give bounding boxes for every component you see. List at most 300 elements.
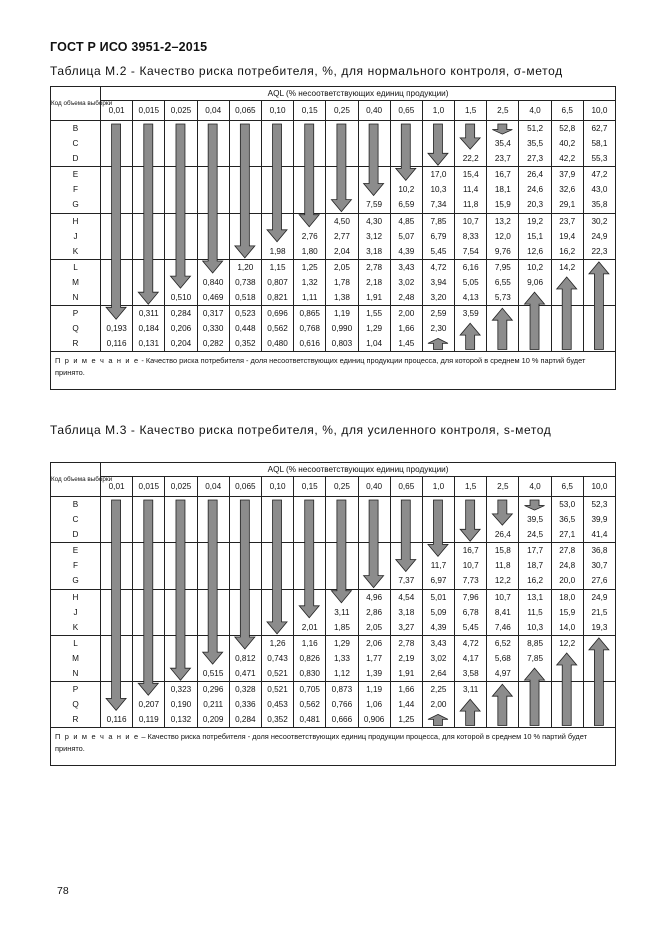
table-cell — [584, 260, 615, 275]
table-cell — [165, 121, 196, 136]
aql-value: 6,5 — [551, 101, 583, 121]
table-cell: 24,9 — [591, 231, 608, 241]
table-cell — [391, 558, 422, 573]
sample-code: C — [72, 515, 79, 525]
table-cell — [359, 573, 390, 588]
table-cell — [262, 136, 293, 151]
aql-value: 10,0 — [583, 477, 615, 497]
sample-code: E — [72, 546, 79, 556]
aql-value: 4,0 — [519, 101, 551, 121]
table-cell: 5,68 — [494, 653, 511, 663]
sample-code: M — [72, 277, 79, 287]
table-cell — [359, 136, 390, 151]
table-cell: 5,05 — [462, 277, 479, 287]
table-cell — [198, 229, 229, 244]
table-cell — [294, 151, 325, 166]
aql-value: 0,025 — [165, 477, 197, 497]
table-cell — [487, 682, 518, 697]
aql-value: 0,025 — [165, 101, 197, 121]
table-cell: 7,34 — [430, 200, 447, 210]
sample-code: K — [72, 622, 79, 632]
table-cell: 3,59 — [462, 309, 479, 319]
table-cell: 0,515 — [202, 669, 224, 679]
table-cell — [165, 244, 196, 259]
table-cell: 10,2 — [398, 185, 415, 195]
table-cell: 40,2 — [559, 139, 576, 149]
table-cell — [165, 558, 196, 573]
sample-code: N — [72, 669, 79, 679]
table-cell: 10,7 — [462, 561, 479, 571]
table-cell: 52,3 — [591, 500, 608, 509]
table-cell — [552, 712, 583, 727]
table-cell — [359, 497, 390, 512]
sample-code: P — [72, 685, 79, 695]
table-cell: 15,4 — [462, 170, 479, 180]
table-cell — [326, 512, 357, 527]
table-cell — [455, 527, 486, 542]
sample-code: M — [72, 653, 79, 663]
table-cell: 2,00 — [430, 700, 447, 710]
table-cell — [584, 697, 615, 712]
table-cell — [359, 512, 390, 527]
table-cell: 41,4 — [591, 530, 608, 540]
table-cell — [294, 590, 325, 605]
aql-value: 0,01 — [101, 477, 133, 497]
table-cell — [326, 151, 357, 166]
table-cell — [455, 712, 486, 727]
table-cell — [230, 167, 261, 182]
table-cell: 0,132 — [170, 715, 192, 725]
table-cell: 18,7 — [527, 561, 543, 571]
aql-value: 2,5 — [487, 477, 519, 497]
table-cell — [165, 275, 196, 290]
table-cell: 24,5 — [527, 530, 543, 540]
sample-code: K — [72, 246, 79, 256]
table-cell: 1,25 — [301, 262, 318, 272]
table-cell: 3,11 — [334, 607, 350, 617]
table-cell: 1,15 — [269, 262, 286, 272]
table-cell — [294, 182, 325, 197]
table-cell — [262, 605, 293, 620]
table-cell — [101, 136, 132, 151]
table-cell — [101, 497, 132, 512]
aql-value: 0,065 — [229, 477, 261, 497]
table-cell: 15,1 — [527, 231, 543, 241]
table-cell: 0,453 — [267, 700, 288, 710]
table-cell — [230, 214, 261, 229]
table-cell — [198, 497, 229, 512]
table-cell: 3,18 — [366, 246, 383, 256]
table-cell: 14,0 — [559, 622, 576, 632]
table-cell — [262, 543, 293, 558]
sample-code: F — [72, 185, 78, 195]
table-cell: 36,8 — [591, 546, 608, 556]
table-cell: 1,29 — [333, 638, 350, 648]
table-cell: 4,17 — [462, 653, 479, 663]
table-cell: 3,12 — [366, 231, 383, 241]
table-cell: 7,59 — [366, 200, 383, 210]
table-cell: 4,72 — [430, 262, 447, 272]
table-cell: 0,840 — [202, 277, 224, 287]
table-cell — [487, 321, 518, 336]
table-cell: 23,7 — [494, 154, 511, 164]
table-cell — [133, 620, 164, 635]
table-cell — [133, 527, 164, 542]
table-cell: 0,193 — [106, 324, 127, 334]
table-cell: 22,2 — [462, 154, 479, 164]
table-cell: 2,01 — [301, 622, 318, 632]
table-cell — [262, 182, 293, 197]
table-cell — [519, 497, 550, 512]
table-cell — [294, 167, 325, 182]
table-cell — [133, 182, 164, 197]
aql-value: 4,0 — [519, 477, 551, 497]
table-cell: 20,0 — [559, 576, 576, 586]
aql-value: 0,15 — [294, 477, 326, 497]
table-cell — [455, 336, 486, 351]
table-cell — [165, 512, 196, 527]
table-cell: 0,696 — [267, 309, 288, 319]
table-cell: 4,30 — [366, 216, 383, 226]
table-cell: 27,3 — [527, 154, 543, 164]
sample-code: J — [73, 607, 78, 617]
table-cell — [165, 651, 196, 666]
table-cell: 58,1 — [591, 139, 608, 149]
table-cell: 0,116 — [106, 339, 127, 349]
table-cell: 7,85 — [430, 216, 447, 226]
table-cell — [133, 666, 164, 681]
table-cell: 3,27 — [398, 622, 415, 632]
table-cell: 16,2 — [527, 576, 543, 586]
table-cell — [165, 197, 196, 212]
table-cell: 8,41 — [494, 607, 511, 617]
table-cell: 2,76 — [301, 231, 318, 241]
table-cell — [101, 590, 132, 605]
table-cell — [423, 136, 454, 151]
sample-code: G — [72, 576, 79, 586]
sample-code: D — [72, 154, 79, 164]
table-cell — [101, 697, 132, 712]
table-cell: 0,284 — [170, 309, 192, 319]
table-cell: 6,16 — [462, 262, 479, 272]
table-cell — [165, 620, 196, 635]
table-cell — [198, 558, 229, 573]
table-cell: 27,1 — [559, 530, 576, 540]
table-cell — [359, 543, 390, 558]
table-m3-caption: Таблица М.3 - Качество риска потребителя, %, для усиленного контроля, s-метод — [50, 423, 552, 437]
table-cell — [455, 512, 486, 527]
table-cell — [230, 151, 261, 166]
table-grid — [50, 86, 616, 390]
table-cell — [262, 121, 293, 136]
aql-value: 1,5 — [455, 477, 487, 497]
table-cell — [326, 182, 357, 197]
table-cell — [133, 167, 164, 182]
table-cell: 1,11 — [302, 293, 318, 303]
table-cell: 0,705 — [299, 685, 320, 695]
table-cell: 0,284 — [235, 715, 256, 725]
table-cell: 0,317 — [202, 309, 224, 319]
table-cell: 6,78 — [462, 607, 479, 617]
table-cell: 1,44 — [398, 700, 415, 710]
table-cell — [165, 605, 196, 620]
table-cell: 0,616 — [299, 339, 320, 349]
table-cell — [552, 321, 583, 336]
table-cell — [101, 275, 132, 290]
table-cell — [230, 182, 261, 197]
table-cell: 12,2 — [559, 638, 576, 648]
table-cell: 13,1 — [527, 592, 543, 602]
table-cell — [487, 697, 518, 712]
table-cell — [552, 682, 583, 697]
table-cell — [391, 543, 422, 558]
aql-value: 0,04 — [197, 477, 229, 497]
table-cell: 0,190 — [170, 700, 192, 710]
table-cell — [165, 136, 196, 151]
table-cell: 10,7 — [494, 592, 511, 602]
table-cell: 1,80 — [301, 246, 318, 256]
table-cell — [101, 182, 132, 197]
table-cell — [133, 260, 164, 275]
aql-value: 0,10 — [261, 101, 293, 121]
table-cell — [198, 543, 229, 558]
aql-value: 0,15 — [294, 101, 326, 121]
table-cell: 0,323 — [170, 685, 192, 695]
table-cell: 0,119 — [138, 715, 159, 725]
table-cell — [101, 636, 132, 651]
table-cell — [519, 666, 550, 681]
table-cell — [326, 197, 357, 212]
table-cell — [584, 336, 615, 351]
table-cell — [133, 636, 164, 651]
table-cell — [326, 167, 357, 182]
table-cell: 7,54 — [462, 246, 479, 256]
sample-code: P — [72, 309, 79, 319]
table-cell: 0,448 — [235, 324, 256, 334]
table-cell: 7,73 — [462, 576, 479, 586]
table-cell: 2,04 — [333, 246, 350, 256]
table-cell — [326, 527, 357, 542]
table-cell: 1,66 — [398, 685, 415, 695]
table-cell — [584, 651, 615, 666]
table-cell: 1,91 — [398, 669, 415, 679]
table-cell: 4,13 — [462, 293, 479, 303]
aql-value: 1,5 — [455, 101, 487, 121]
table-cell: 5,45 — [462, 622, 479, 632]
table-cell: 2,00 — [398, 309, 415, 319]
table-cell — [391, 167, 422, 182]
aql-value: 0,015 — [133, 477, 165, 497]
table-cell: 6,97 — [430, 576, 447, 586]
table-grid — [50, 462, 616, 766]
table-cell — [230, 197, 261, 212]
table-cell: 16,7 — [494, 170, 511, 180]
table-cell — [133, 214, 164, 229]
aql-value: 0,40 — [358, 477, 390, 497]
table-cell — [101, 666, 132, 681]
table-cell — [230, 636, 261, 651]
table-cell: 0,865 — [299, 309, 320, 319]
table-cell — [294, 558, 325, 573]
table-cell: 15,8 — [494, 546, 511, 556]
table-cell — [262, 214, 293, 229]
table-cell — [230, 244, 261, 259]
table-cell — [165, 497, 196, 512]
table-cell — [359, 558, 390, 573]
table-cell: 15,9 — [559, 607, 576, 617]
table-cell: 1,38 — [333, 293, 350, 303]
table-note — [51, 728, 616, 766]
table-cell: 21,5 — [591, 607, 608, 617]
table-cell: 10,3 — [430, 185, 447, 195]
table-cell: 23,7 — [559, 216, 576, 226]
table-cell: 0,768 — [299, 324, 320, 334]
aql-value: 2,5 — [487, 101, 519, 121]
table-cell — [552, 336, 583, 351]
table-cell — [101, 197, 132, 212]
table-cell — [552, 275, 583, 290]
table-cell: 0,469 — [202, 293, 224, 303]
table-cell — [519, 682, 550, 697]
table-cell: 14,2 — [559, 262, 576, 272]
table-cell: 11,4 — [462, 185, 479, 195]
table-cell: 0,743 — [267, 653, 288, 663]
table-cell: 7,37 — [398, 576, 415, 586]
table-m3 — [50, 462, 615, 766]
table-cell — [423, 151, 454, 166]
table-cell: 47,2 — [591, 170, 608, 180]
table-cell: 3,94 — [430, 277, 447, 287]
sample-code: B — [72, 124, 79, 133]
table-cell — [230, 558, 261, 573]
table-cell: 13,2 — [494, 216, 511, 226]
table-cell: 39,9 — [591, 515, 608, 525]
table-cell: 39,5 — [527, 515, 543, 525]
table-cell — [165, 636, 196, 651]
aql-value: 0,015 — [133, 101, 165, 121]
table-cell: 0,873 — [331, 685, 353, 695]
table-cell: 2,18 — [366, 277, 383, 287]
table-cell: 18,1 — [494, 185, 511, 195]
table-cell: 0,826 — [299, 653, 320, 663]
table-cell — [391, 527, 422, 542]
table-cell — [230, 527, 261, 542]
table-cell — [262, 512, 293, 527]
table-cell — [262, 151, 293, 166]
table-cell: 0,209 — [202, 715, 224, 725]
table-cell: 7,85 — [527, 653, 543, 663]
table-cell — [423, 336, 454, 351]
table-cell: 43,0 — [591, 185, 608, 195]
table-cell — [552, 666, 583, 681]
table-cell: 8,33 — [462, 231, 479, 241]
table-cell — [294, 573, 325, 588]
aql-value: 0,40 — [358, 101, 390, 121]
table-cell: 4,72 — [462, 638, 479, 648]
table-cell: 17,7 — [527, 546, 543, 556]
table-cell — [455, 497, 486, 512]
table-cell — [487, 512, 518, 527]
note-text: - Качество риска потребителя - доля несоответствующих единиц продукции процесса, для которой в среднем 10 % партий будет принято. — [55, 356, 586, 378]
document-header: ГОСТ Р ИСО 3951-2–2015 — [50, 40, 208, 54]
table-cell: 1,29 — [366, 324, 383, 334]
table-cell — [101, 121, 132, 136]
table-cell: 9,76 — [494, 246, 511, 256]
table-cell: 2,19 — [398, 653, 415, 663]
table-cell — [294, 543, 325, 558]
table-cell — [165, 573, 196, 588]
table-cell: 11,7 — [430, 561, 447, 571]
sample-code: F — [72, 561, 78, 571]
table-cell — [552, 651, 583, 666]
table-cell: 1,20 — [237, 262, 254, 272]
table-cell — [198, 260, 229, 275]
aql-value: 0,65 — [390, 101, 422, 121]
table-cell: 2,48 — [398, 293, 415, 303]
aql-value: 0,065 — [229, 101, 261, 121]
table-cell — [133, 229, 164, 244]
table-cell: 2,78 — [366, 262, 383, 272]
table-cell: 2,77 — [333, 231, 350, 241]
aql-value: 6,5 — [551, 477, 583, 497]
table-cell: 0,803 — [331, 339, 353, 349]
table-cell: 0,906 — [363, 715, 385, 725]
table-cell: 1,33 — [333, 653, 350, 663]
table-cell: 0,207 — [138, 700, 160, 710]
table-cell — [133, 136, 164, 151]
table-cell: 35,5 — [527, 139, 543, 149]
table-cell: 51,2 — [527, 124, 543, 133]
table-cell — [101, 573, 132, 588]
table-cell: 2,25 — [430, 685, 447, 695]
aql-value: 0,04 — [197, 101, 229, 121]
table-cell: 3,58 — [462, 669, 479, 679]
table-cell — [198, 573, 229, 588]
table-cell: 0,766 — [331, 700, 353, 710]
table-cell — [133, 573, 164, 588]
table-cell — [262, 590, 293, 605]
table-cell — [230, 573, 261, 588]
sample-code: B — [72, 500, 79, 509]
table-cell: 2,06 — [366, 638, 383, 648]
table-cell: 12,0 — [494, 231, 511, 241]
table-cell — [101, 651, 132, 666]
table-m2 — [50, 86, 615, 390]
table-cell: 35,4 — [494, 139, 511, 149]
table-cell: 29,1 — [559, 200, 576, 210]
table-cell — [165, 229, 196, 244]
table-cell — [101, 512, 132, 527]
table-cell: 0,480 — [267, 339, 288, 349]
table-cell: 2,30 — [430, 324, 447, 334]
table-cell: 42,2 — [559, 154, 576, 164]
table-cell: 0,830 — [299, 669, 320, 679]
table-cell: 0,738 — [235, 277, 256, 287]
table-cell: 18,0 — [559, 592, 576, 602]
table-cell — [198, 121, 229, 136]
table-cell — [423, 527, 454, 542]
table-cell — [101, 306, 132, 321]
table-cell — [101, 543, 132, 558]
table-cell: 1,85 — [333, 622, 350, 632]
table-cell — [165, 666, 196, 681]
table-cell: 6,52 — [494, 638, 511, 648]
table-cell — [101, 214, 132, 229]
sample-code: Q — [72, 700, 79, 710]
table-cell: 0,311 — [138, 309, 159, 319]
table-cell: 12,6 — [527, 246, 543, 256]
table-cell: 3,43 — [398, 262, 415, 272]
